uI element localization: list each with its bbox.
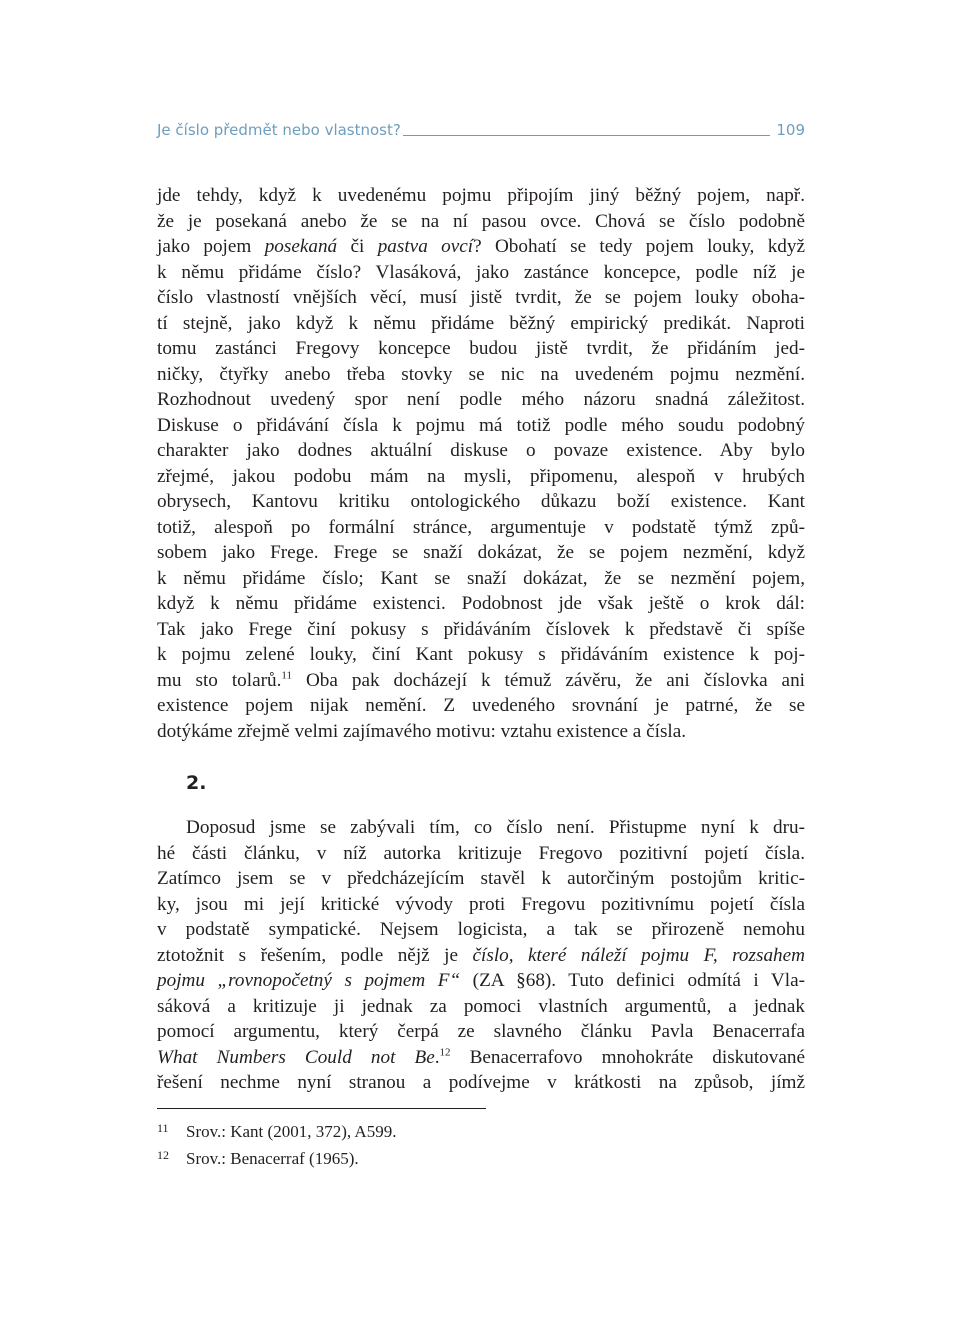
italic-term: pastva ovcí bbox=[377, 236, 474, 257]
text-line: dotýkáme zřejmě velmi zajímavého motivu: vztahu existence a čísla. bbox=[157, 720, 687, 742]
text-line: Tak jako Frege činí pokusy s přidáváním číslovek k představě či spíše bbox=[157, 618, 805, 640]
running-header bbox=[157, 117, 805, 139]
text-line: sáková a kritizuje ji jednak za pomoci vlastních argumentů, a jednak bbox=[157, 995, 805, 1017]
paragraph-2 bbox=[157, 815, 806, 1096]
text-line: Rozhodnout uvedený spor není podle mého názoru snadná záležitost. bbox=[157, 389, 805, 410]
text-line: What Numbers Could not Be.$^{12}$ Benacerrafovo mnohokráte diskutované bbox=[157, 1046, 805, 1068]
text-line: totiž, alespoň po formální stránce, argumentuje v podstatě týmž způ- bbox=[157, 516, 805, 538]
text-line: řešení nechme nyní stranou a podívejme v krátkosti na způsob, jímž bbox=[157, 1072, 805, 1093]
text-line: jako pojem posekaná či pastva ovcí? Obohatí se tedy pojem louky, když bbox=[157, 236, 805, 257]
text-line: Diskuse o přidávání čísla k pojmu má totiž podle mého soudu podobný bbox=[157, 414, 805, 436]
text-line: obrysech, Kantovu kritiku ontologického důkazu boží existence. Kant bbox=[157, 491, 805, 512]
page-number: 109 bbox=[776, 121, 805, 139]
text-line: ztotožnit s řešením, podle nějž je číslo, které náleží pojmu F, rozsahem bbox=[157, 944, 805, 966]
text-line: tí stejně, jako když k němu přidáme běžný empirický predikát. Naproti bbox=[157, 312, 805, 334]
footnote-rule bbox=[157, 1108, 486, 1109]
text-line: když k němu přidáme existenci. Podobnost jde však ještě o krok dál: bbox=[157, 593, 805, 614]
running-title: Je číslo předmět nebo vlastnost? bbox=[157, 121, 401, 139]
footnote-11 bbox=[157, 1121, 396, 1144]
footnote-ref-12[interactable]: 12 bbox=[439, 1046, 451, 1059]
section-heading: 2. bbox=[186, 772, 207, 794]
text-line: ničky, čtyřky anebo třeba stovky se nic na uvedeném pojmu nezmění. bbox=[157, 363, 805, 385]
text-line: jde tehdy, když k uvedenému pojmu připojím jiný běžný pojem, např. bbox=[157, 185, 805, 206]
text-line: Doposud jsme se zabývali tím, co číslo není. Přistupme nyní k dru- bbox=[186, 817, 805, 838]
text-line: k pojmu zelené louky, činí Kant pokusy s přidáváním existence k poj- bbox=[157, 644, 805, 665]
text-line: Zatímco jsem se v předcházejícím stavěl k autorčiným postojům kritic- bbox=[157, 868, 805, 889]
text-line: že je posekaná anebo že se na ní pasou ovce. Chová se číslo podobně bbox=[157, 210, 805, 232]
footnote-ref-11[interactable]: 11 bbox=[281, 669, 292, 682]
italic-term: posekaná bbox=[264, 236, 338, 257]
text-line: charakter jako dodnes aktuální diskuse o povaze existence. Aby bylo bbox=[157, 440, 805, 461]
text-line: pomocí argumentu, který čerpá ze slavného článku Pavla Benacerrafa bbox=[157, 1021, 805, 1042]
text-line: číslo vlastností vnějších věcí, musí jistě tvrdit, že se pojem louky oboha- bbox=[157, 287, 805, 308]
text-line: hé části článku, v níž autorka kritizuje Fregovo pozitivní pojetí čísla. bbox=[157, 842, 805, 864]
text-line: tomu zastánci Fregovy koncepce budou jistě tvrdit, že přidáním jed- bbox=[157, 338, 805, 359]
text-line: k němu přidáme číslo? Vlasáková, jako zastánce koncepce, podle níž je bbox=[157, 261, 805, 283]
text-line: ky, jsou mi její kritické vývody proti Fregovu pozitivnímu pojetí čísla bbox=[157, 893, 805, 915]
text-line: pojmu „rovnopočetný s pojmem F“ (ZA §68). Tuto definici odmítá i Vla- bbox=[157, 970, 806, 991]
text-line: mu sto tolarů.$^{11}$ Oba pak docházejí k témuž závěru, že ani číslovka ani bbox=[157, 669, 806, 691]
footnote-12 bbox=[157, 1148, 359, 1171]
footnote-number: 11 bbox=[157, 1121, 169, 1135]
italic-title: What Numbers Could not Be bbox=[157, 1046, 435, 1068]
text-line: v podstatě sympatické. Nejsem logicista, a tak se přirozeně nemohu bbox=[157, 919, 805, 940]
text-line: zřejmé, jakou podobu mám na mysli, připomenu, alespoň v hrubých bbox=[157, 465, 805, 487]
footnote-text: Srov.: Benacerraf (1965). bbox=[186, 1149, 359, 1168]
text-line: k němu přidáme číslo; Kant se snaží dokázat, že se nezmění pojem, bbox=[157, 567, 805, 589]
paragraph-1 bbox=[157, 183, 805, 744]
header-rule bbox=[403, 135, 771, 136]
footnote-number: 12 bbox=[157, 1148, 169, 1162]
text-line: sobem jako Frege. Frege se snaží dokázat, že se pojem nezmění, když bbox=[157, 542, 805, 563]
footnote-text: Srov.: Kant (2001, 372), A599. bbox=[186, 1122, 397, 1141]
italic-quote: číslo, které náleží pojmu F, rozsahem bbox=[472, 944, 805, 966]
italic-quote: pojmu „rovnopočetný s pojmem F“ bbox=[157, 970, 461, 991]
text-line: existence pojem nijak nemění. Z uvedeného srovnání je patrné, že se bbox=[157, 695, 805, 716]
